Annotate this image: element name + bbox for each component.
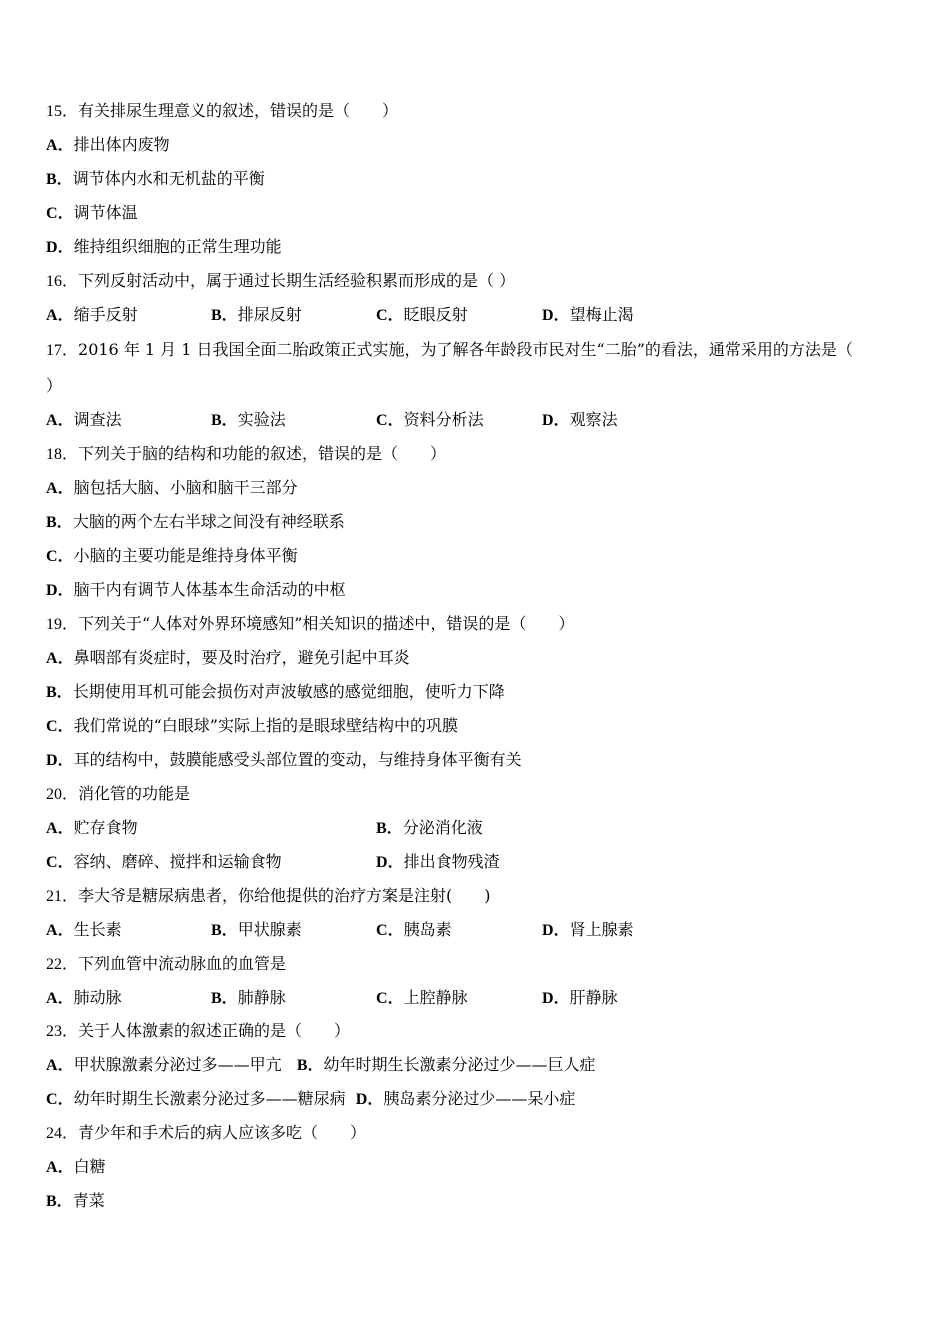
option-d: D．肝静脉 (542, 988, 618, 1007)
option-b: B．实验法 (211, 410, 286, 429)
option-a: A．调查法 (46, 410, 122, 429)
question-20-options-row2 (46, 851, 906, 873)
option-d: D．排出食物残渣 (376, 852, 500, 871)
question-15-option-a: A．排出体内废物 (46, 135, 170, 154)
option-d: D．观察法 (542, 410, 618, 429)
question-15-option-d: D．维持组织细胞的正常生理功能 (46, 237, 282, 256)
question-19-option-c: C．我们常说的“白眼球”实际上指的是眼球壁结构中的巩膜 (46, 716, 458, 735)
option-a: A．缩手反射 (46, 305, 138, 324)
option-c: C．胰岛素 (376, 920, 452, 939)
question-18-stem: 18．下列关于脑的结构和功能的叙述，错误的是（ ） (46, 444, 447, 463)
option-c: C．眨眼反射 (376, 305, 468, 324)
question-21-stem: 21．李大爷是糖尿病患者，你给他提供的治疗方案是注射( ) (46, 886, 491, 905)
question-23-options-row2 (46, 1088, 906, 1110)
question-21-options (46, 919, 906, 941)
question-22-options (46, 987, 906, 1009)
question-19-option-d: D．耳的结构中，鼓膜能感受头部位置的变动，与维持身体平衡有关 (46, 750, 522, 769)
question-19-option-b: B．长期使用耳机可能会损伤对声波敏感的感觉细胞，使听力下降 (46, 682, 505, 701)
question-18-option-d: D．脑干内有调节人体基本生命活动的中枢 (46, 580, 346, 599)
question-24-option-b: B．青菜 (46, 1191, 105, 1210)
option-b: B．肺静脉 (211, 988, 286, 1007)
option-d: D．胰岛素分泌过少——呆小症 (355, 1089, 576, 1108)
option-c: C．资料分析法 (376, 410, 484, 429)
option-a: A．甲状腺激素分泌过多——甲亢 (46, 1055, 282, 1074)
question-24-stem: 24．青少年和手术后的病人应该多吃（ ） (46, 1123, 367, 1142)
question-24-option-a: A．白糖 (46, 1157, 106, 1176)
option-b: B．排尿反射 (211, 305, 302, 324)
option-c: C．上腔静脉 (376, 988, 468, 1007)
question-20-options-row1 (46, 817, 906, 839)
option-b: B．甲状腺素 (211, 920, 302, 939)
question-17-options (46, 409, 906, 431)
question-16-stem: 16．下列反射活动中，属于通过长期生活经验积累而形成的是（ ） (46, 271, 516, 290)
option-b: B．分泌消化液 (376, 818, 483, 837)
question-22-stem: 22．下列血管中流动脉血的血管是 (46, 954, 287, 973)
option-a: A．生长素 (46, 920, 122, 939)
question-18-option-a: A．脑包括大脑、小脑和脑干三部分 (46, 478, 298, 497)
option-c: C．幼年时期生长激素分泌过多——糖尿病 (46, 1089, 346, 1108)
question-16-options (46, 304, 906, 326)
question-19-option-a: A．鼻咽部有炎症时，要及时治疗，避免引起中耳炎 (46, 648, 410, 667)
question-15-option-b: B．调节体内水和无机盐的平衡 (46, 169, 265, 188)
option-d: D．肾上腺素 (542, 920, 634, 939)
question-15-stem: 15．有关排尿生理意义的叙述，错误的是（ ） (46, 101, 399, 120)
question-19-stem: 19．下列关于“人体对外界环境感知”相关知识的描述中，错误的是（ ） (46, 614, 575, 633)
question-18-option-c: C．小脑的主要功能是维持身体平衡 (46, 546, 298, 565)
question-17-stem: 17．2016 年 1 月 1 日我国全面二胎政策正式实施，为了解各年龄段市民对生“二胎”的看法，通常采用的方法是（ (46, 340, 853, 359)
option-b: B．幼年时期生长激素分泌过少——巨人症 (296, 1055, 596, 1074)
question-18-option-b: B．大脑的两个左右半球之间没有神经联系 (46, 512, 345, 531)
question-17-stem-continued: ） (46, 376, 63, 395)
question-number: 15 (46, 103, 62, 120)
question-20-stem: 20．消化管的功能是 (46, 784, 191, 803)
question-15-option-c: C．调节体温 (46, 203, 138, 222)
option-c: C．容纳、磨碎、搅拌和运输食物 (46, 852, 282, 871)
question-23-stem: 23．关于人体激素的叙述正确的是（ ） (46, 1021, 351, 1040)
option-a: A．贮存食物 (46, 818, 138, 837)
question-text: 有关排尿生理意义的叙述，错误的是（ ） (78, 101, 399, 120)
question-23-options-row1 (46, 1054, 906, 1076)
option-d: D．望梅止渴 (542, 305, 634, 324)
option-a: A．肺动脉 (46, 988, 122, 1007)
